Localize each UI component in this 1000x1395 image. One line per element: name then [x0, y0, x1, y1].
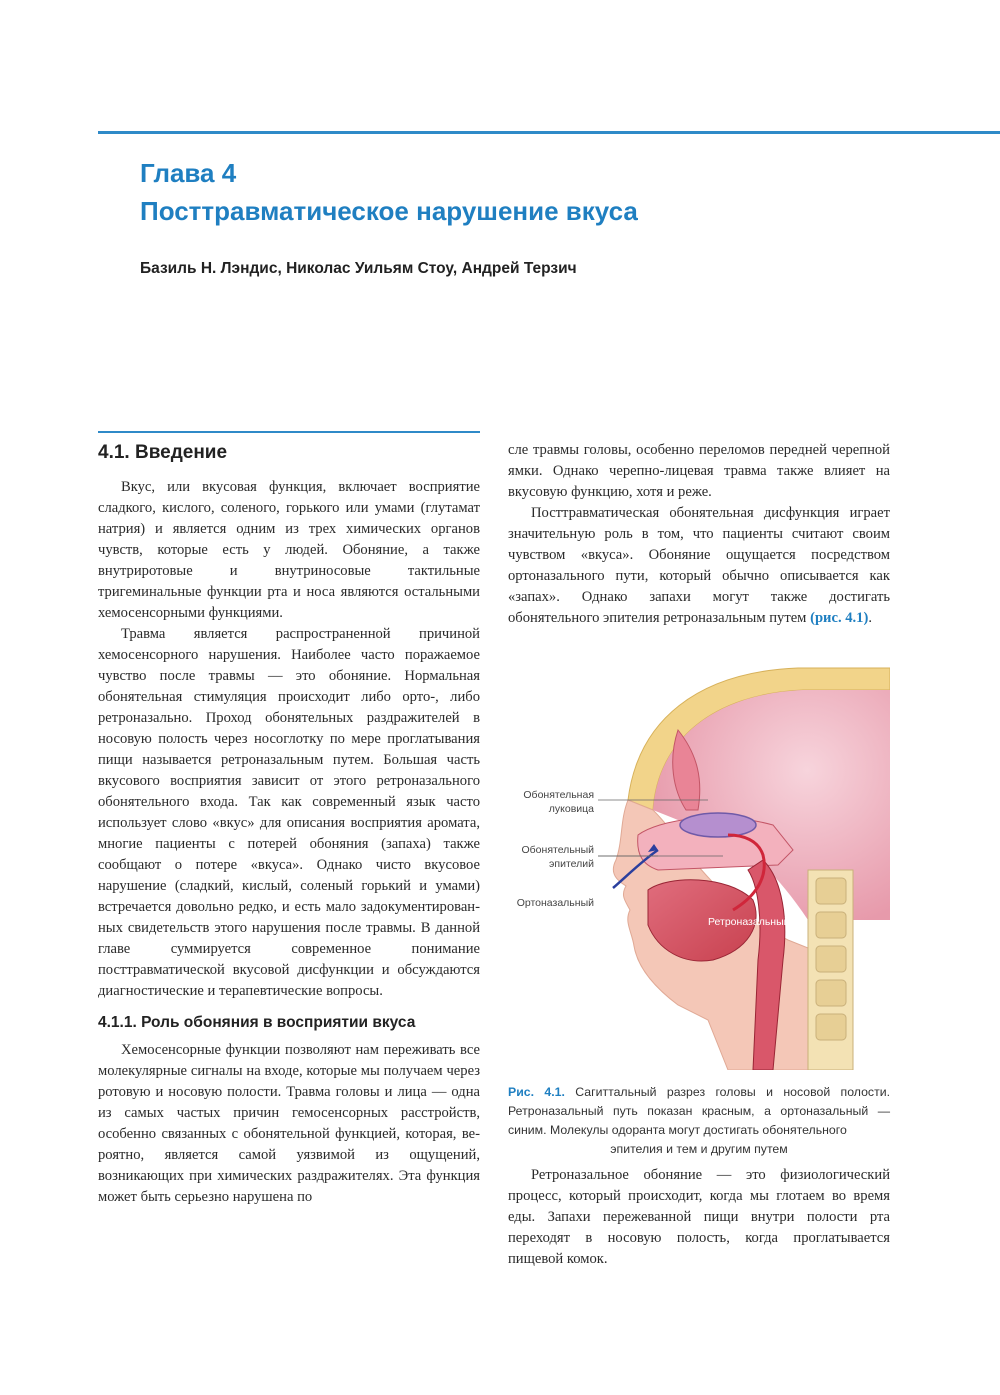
label-olfactory-epithelium-1: Обонятельный	[521, 844, 594, 856]
column-rule	[98, 431, 480, 433]
right-column-bottom	[508, 1165, 890, 1270]
section-heading-4-1: 4.1. Введение	[98, 442, 228, 463]
figure-4-1	[508, 660, 890, 1070]
paragraph-text: Посттравматическая обонятельная дисфункция играет значительную роль в том, что пациенты считают своим чувством «вкуса». Обоняние ощущается посредством ортоназального пути, который обычно описывается как «запах». Однако запахи могут также достигать обонятельного эпителия ретроназальным путем	[508, 505, 890, 626]
chapter-authors: Базиль Н. Лэндис, Николас Уильям Стоу, Андрей Терзич	[140, 260, 577, 277]
left-column	[98, 440, 480, 1208]
chapter-number: Глава 4	[140, 158, 237, 188]
paragraph: Вкус, или вкусовая функция, включает восприятие сладкого, кислого, соленого, горького или умами (глутамат натрия) и является одним из трех химических органов чувств, которые есть у людей. Обоняние, а также внутриротовые и внутриносовые тактильные тригеминальные функции рта и носа являются остальными хемосенсорными функциями.	[98, 479, 480, 621]
chapter-heading	[140, 154, 638, 230]
section-heading-4-1-1: 4.1.1. Роль обоняния в восприятии вкуса	[98, 1014, 416, 1031]
vertebrae	[816, 878, 846, 1040]
olfactory-bulb	[680, 813, 756, 837]
label-orthonasal: Ортоназальный	[516, 897, 594, 909]
right-column	[508, 440, 890, 629]
figure-link[interactable]: (рис. 4.1)	[810, 610, 869, 626]
paragraph: Хемосенсорные функции позволяют нам переживать все молекулярные сигналы на входе, которые мы получаем через ротовую и носовую полости. Травма головы и лица — одна из самых частых причин гемосенсорных расстройств, особенно связанных с обонятельной функцией, которая, вероятно, является самой уязвимой из ощущений, возникающих при химических раздражителях. Эта функция может быть серьезно нарушена по	[98, 1042, 480, 1205]
caption-last-line: эпителия и тем и другим путем	[610, 1142, 788, 1156]
top-rule	[98, 131, 1000, 134]
paragraph	[508, 503, 890, 629]
caption-label: Рис. 4.1.	[508, 1085, 565, 1099]
label-olfactory-bulb-1: Обонятельная	[523, 789, 594, 801]
head-sagittal-illustration	[508, 660, 890, 1070]
paragraph: сле травмы головы, особенно переломов передней черепной ямки. Однако черепно-лицевая травма также влияет на вкусовую функцию, хотя и реже.	[508, 442, 890, 500]
paragraph: Травма является распространенной причиной хемосенсорного нарушения. Наиболее часто поражаемое чувство после травмы — это обоняние. Нормальная обонятельная стимуляция происходит либо орто-, либо ретроназально. Проход обонятельных раздражителей в носовую полость через носоглотку по мере проглатывания пищи называется ретроназальным путем. Большая часть вкусового восприятия зависит от этого ретроназального обонятельного входа. Так как современный язык часто использует слово «вкус» для описания восприятия аромата, многие пациенты с потерей обоняния (запаха) также сообщают о потере «вкуса». Однако чисто вкусовое нарушение (сладкий, кислый, соленый горький и умами) встречается довольно редко, и есть мало задокументированных свидетельств этого нарушения после травмы. В данной главе суммируется современное понимание посттравматической вкусовой дисфункции и обсуждаются диагностические и терапевтические вопросы.	[98, 626, 480, 999]
paragraph: Ретроназальное обоняние — это физиологический процесс, который происходит, когда мы глотаем во время еды. Запахи пережеванной пищи внутри полости рта переходят в носовую полость, когда проглатывается пищевой комок.	[508, 1167, 890, 1267]
figure-caption	[508, 1083, 890, 1159]
label-olfactory-bulb-2: луковица	[548, 803, 594, 815]
label-retronasal: Ретроназальный	[708, 916, 790, 928]
paragraph-end: .	[868, 610, 872, 626]
label-olfactory-epithelium-2: эпителий	[549, 858, 594, 870]
caption-text: Сагиттальный разрез головы и носовой полости. Ретроназальный путь показан красным, а ортоназальный — синим. Молекулы одоранта могут достигать обонятельного	[508, 1085, 890, 1137]
chapter-title: Посттравматическое нарушение вкуса	[140, 196, 638, 226]
